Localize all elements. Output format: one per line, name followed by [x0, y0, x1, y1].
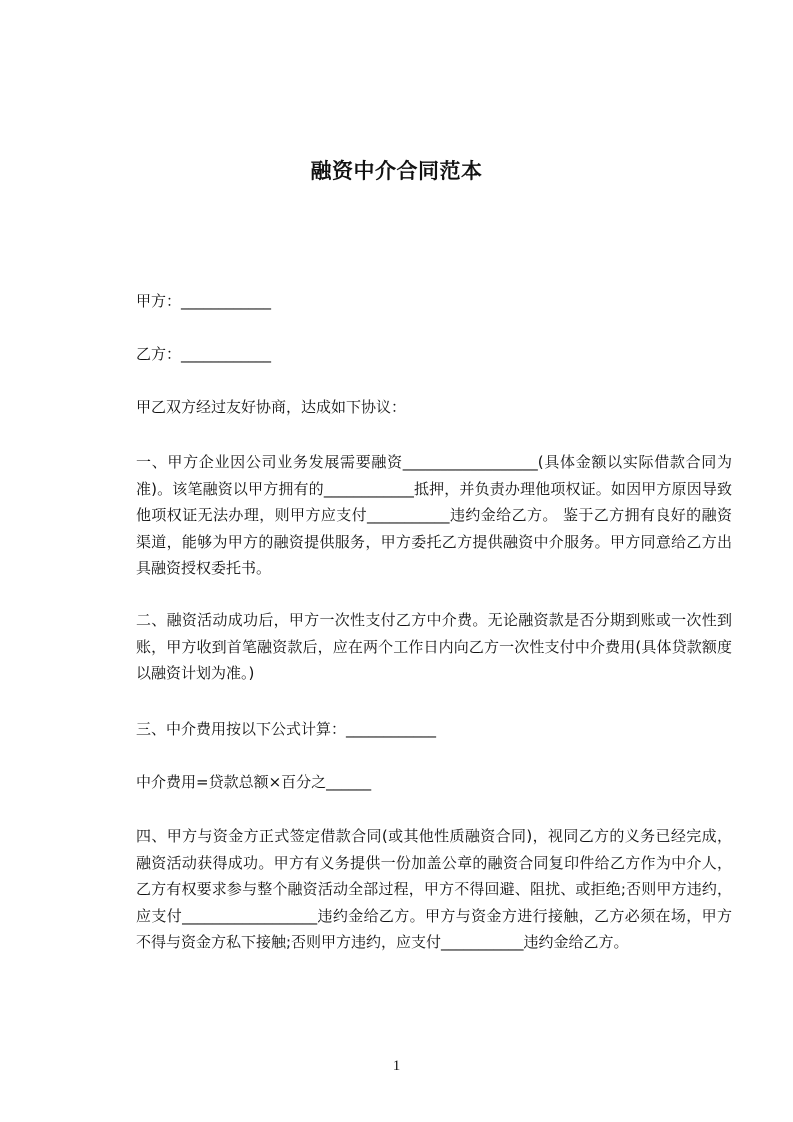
document-title: 融资中介合同范本 [310, 159, 483, 184]
clause-3: 三、中介费用按以下公式计算：____________ [136, 720, 437, 738]
party-a-line: 甲方：____________ [136, 292, 272, 310]
fee-formula: 中介费用=贷款总额×百分之______ [136, 773, 372, 791]
clause-2: 二、融资活动成功后，甲方一次性支付乙方中介费。无论融资款是否分期到账或一次性到账，甲方收到首笔融资款后，应在两个工作日内向乙方一次性支付中介费用(具体贷款额度以融资计划为准。) [136, 611, 732, 682]
agreement-intro: 甲乙双方经过友好协商，达成如下协议： [136, 398, 407, 416]
clause-1: 一、甲方企业因公司业务发展需要融资__________________(具体金额以实际借款合同为准)。该笔融资以甲方拥有的____________抵押，并负责办理他项权证。如因甲方原因导致他项权证无法办理，则甲方应支付___________违约金给乙方。 鉴于乙方拥有良好的融资渠道，能够为甲方的融资提供服务，甲方委托乙方提供融资中介服务。甲方同意给乙方出具融资授权委托书。 [136, 453, 732, 577]
party-b-line: 乙方：____________ [136, 345, 272, 363]
page-number: 1 [392, 1058, 401, 1074]
clause-4: 四、甲方与资金方正式签定借款合同(或其他性质融资合同)，视同乙方的义务已经完成，融资活动获得成功。甲方有义务提供一份加盖公章的融资合同复印件给乙方作为中介人，乙方有权要求参与整个融资活动全部过程，甲方不得回避、阻扰、或拒绝;否则甲方违约，应支付__________________违约金给乙方。甲方与资金方进行接触，乙方必须在场，甲方不得与资金方私下接触;否则甲方违约，应支付___________违约金给乙方。 [136, 827, 732, 951]
